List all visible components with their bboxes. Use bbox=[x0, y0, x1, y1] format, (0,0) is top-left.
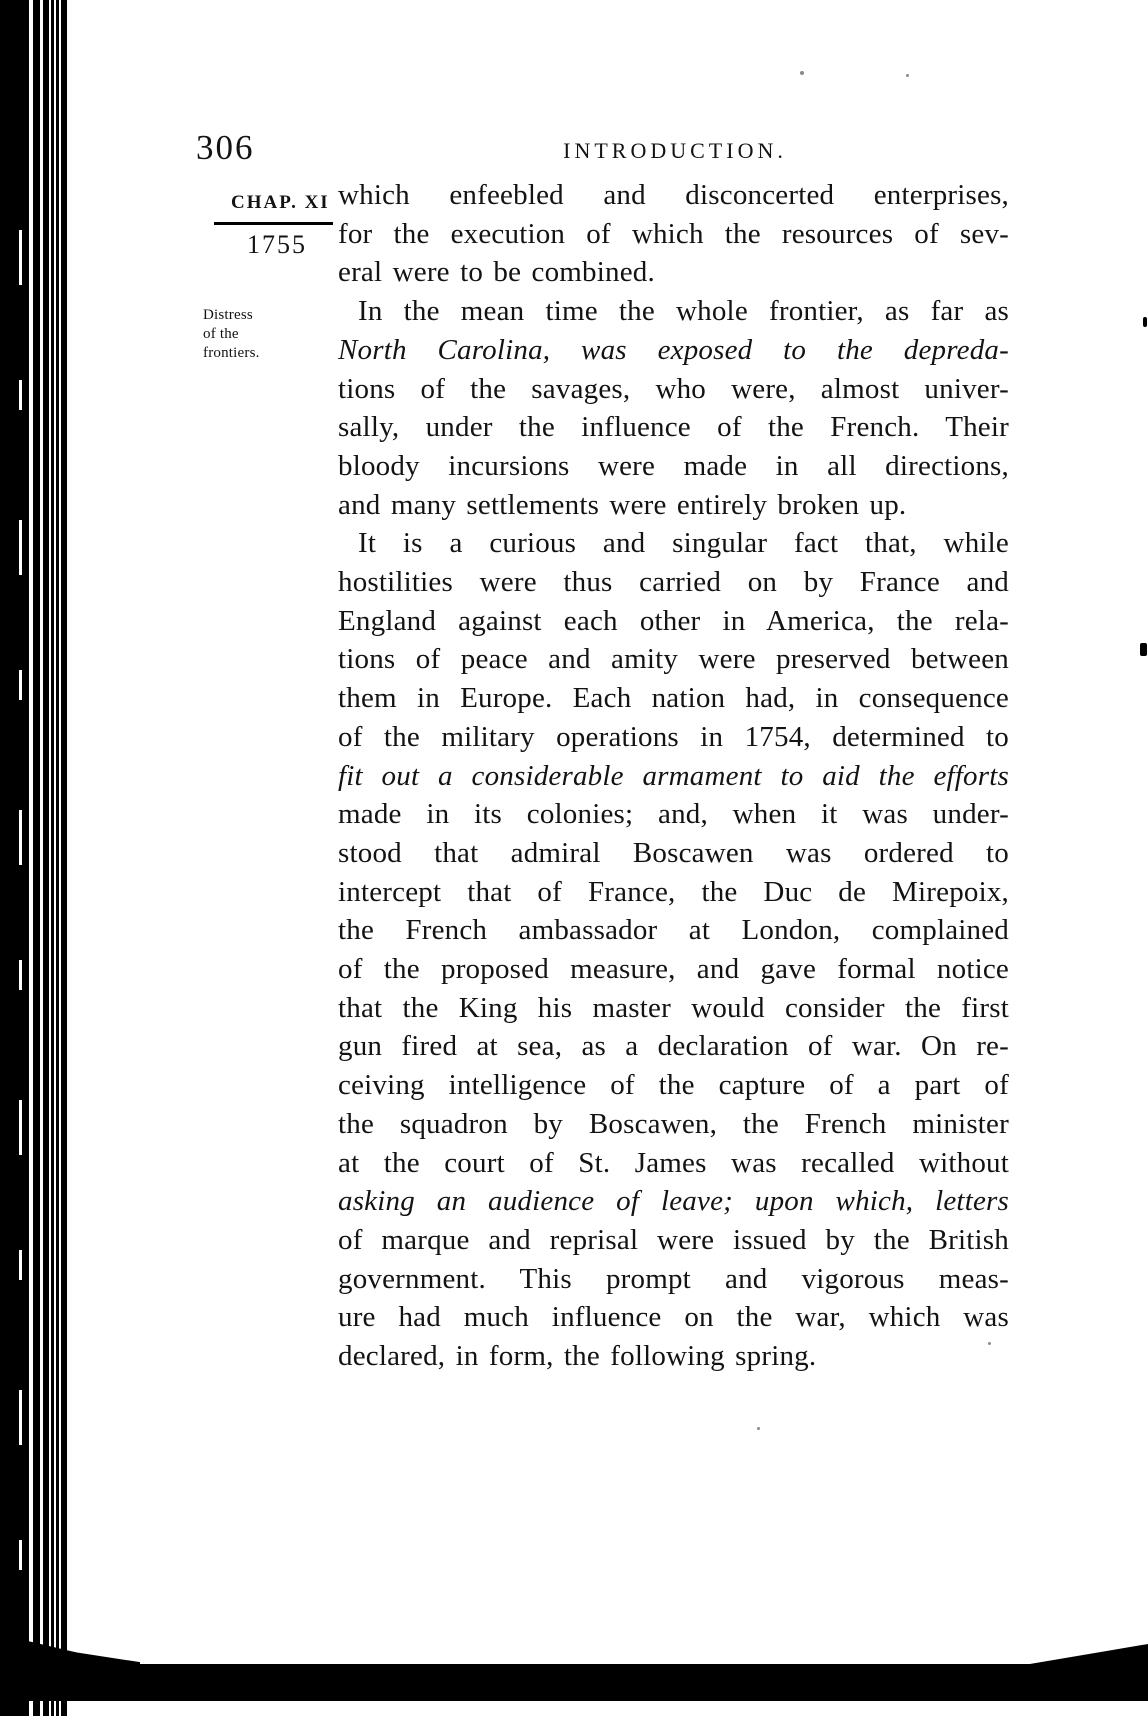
body-line: made in its colonies; and, when it was under- bbox=[338, 798, 1009, 831]
body-line: the squadron by Boscawen, the French minister bbox=[338, 1107, 1009, 1140]
running-header: INTRODUCTION. bbox=[563, 138, 787, 163]
body-line: of marque and reprisal were issued by the British bbox=[338, 1223, 1009, 1256]
body-line: England against each other in America, the rela- bbox=[338, 604, 1009, 637]
side-note-line: of the bbox=[203, 326, 239, 342]
body-line: tions of peace and amity were preserved between bbox=[338, 643, 1009, 676]
body-line: for the execution of which the resources of sev- bbox=[338, 217, 1009, 250]
side-note-line: Distress bbox=[203, 307, 253, 323]
body-line: stood that admiral Boscawen was ordered to bbox=[338, 836, 1009, 869]
body-line: In the mean time the whole frontier, as far as bbox=[358, 295, 1009, 328]
scan-speck bbox=[988, 1342, 991, 1345]
side-note bbox=[203, 306, 313, 363]
scan-speck bbox=[906, 74, 909, 77]
body-line: and many settlements were entirely broken up. bbox=[338, 488, 907, 521]
scan-mark bbox=[1140, 643, 1147, 656]
book-gutter-shadow bbox=[0, 0, 67, 1716]
page-number: 306 bbox=[196, 128, 255, 167]
scan-mark bbox=[1143, 317, 1147, 327]
body-line: ceiving intelligence of the capture of a part of bbox=[338, 1069, 1009, 1102]
margin-chapter-note: CHAP. XI bbox=[231, 192, 330, 213]
body-line: that the King his master would consider the first bbox=[338, 991, 1009, 1024]
body-line: of the military operations in 1754, determined to bbox=[338, 720, 1009, 753]
scan-speck bbox=[757, 1427, 760, 1430]
body-line: them in Europe. Each nation had, in consequence bbox=[338, 682, 1009, 715]
body-text bbox=[338, 176, 1009, 1376]
body-line: North Carolina, was exposed to the depreda- bbox=[338, 333, 1009, 366]
bottom-scan-shadow bbox=[0, 1664, 1148, 1701]
body-line: bloody incursions were made in all directions, bbox=[338, 449, 1009, 482]
body-line: sally, under the influence of the French. Their bbox=[338, 411, 1009, 444]
body-line: of the proposed measure, and gave formal notice bbox=[338, 953, 1009, 986]
side-note-line: frontiers. bbox=[203, 345, 260, 361]
body-line: ure had much influence on the war, which was bbox=[338, 1301, 1009, 1334]
scan-speck bbox=[800, 71, 804, 75]
body-line: It is a curious and singular fact that, while bbox=[358, 527, 1009, 560]
body-line: at the court of St. James was recalled without bbox=[338, 1146, 1009, 1179]
body-line: eral were to be combined. bbox=[338, 256, 655, 289]
body-line: government. This prompt and vigorous meas- bbox=[338, 1262, 1009, 1295]
body-line: fit out a considerable armament to aid the efforts bbox=[338, 759, 1009, 792]
body-line: gun fired at sea, as a declaration of war. On re- bbox=[338, 1030, 1009, 1063]
margin-year-note: 1755 bbox=[247, 230, 307, 259]
body-line: tions of the savages, who were, almost univer- bbox=[338, 372, 1009, 405]
body-line: declared, in form, the following spring. bbox=[338, 1340, 817, 1373]
body-line: the French ambassador at London, complained bbox=[338, 914, 1009, 947]
bottom-scan-shadow-right bbox=[1018, 1644, 1148, 1666]
body-line: intercept that of France, the Duc de Mirepoix, bbox=[338, 875, 1009, 908]
body-line: asking an audience of leave; upon which, letters bbox=[338, 1185, 1009, 1218]
margin-rule bbox=[214, 222, 333, 225]
body-line: hostilities were thus carried on by France and bbox=[338, 566, 1009, 599]
body-line: which enfeebled and disconcerted enterprises, bbox=[338, 179, 1009, 211]
